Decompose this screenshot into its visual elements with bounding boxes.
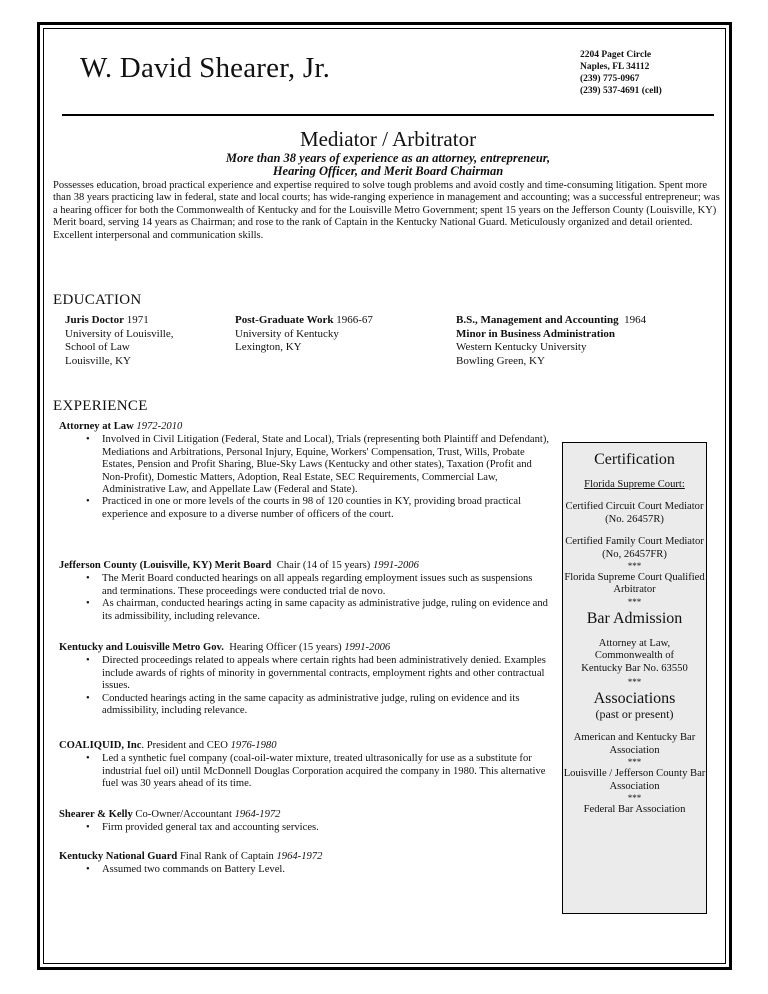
contact-address — [580, 49, 662, 97]
job-entry — [59, 560, 549, 623]
separator: *** — [627, 596, 642, 607]
job-org: COALIQUID, Inc — [59, 740, 142, 751]
school-line: Lexington, KY — [235, 341, 302, 353]
degree: Juris Doctor — [65, 314, 124, 326]
certification-item: Certified Circuit Court Mediator (No. 26457R) — [565, 501, 704, 525]
job-dates: 1972-2010 — [136, 421, 183, 432]
education-entry — [65, 314, 173, 368]
separator: *** — [627, 757, 642, 768]
certification-item: Florida Supreme Court Qualified Arbitrator — [564, 572, 705, 596]
job-bullet: • Directed proceedings related to appeals where certain rights had been administratively denied. Examples include awards of rights of minority in governmental contracts, employment rights and other contractual issues. — [86, 655, 549, 692]
job-org: Kentucky National Guard — [59, 851, 178, 862]
certification-court: Florida Supreme Court: — [584, 479, 685, 490]
school-line: Western Kentucky University — [456, 341, 587, 353]
job-bullets — [59, 753, 549, 790]
subtitle-line-2: Hearing Officer, and Merit Board Chairman — [272, 164, 504, 178]
phone: (239) 775-0967 — [580, 74, 640, 84]
credentials-sidebar — [562, 442, 707, 914]
degree-year: 1964 — [624, 314, 647, 326]
degree-year: 1971 — [126, 314, 149, 326]
job-bullet: • The Merit Board conducted hearings on all appeals regarding employment issues such as suspensions and terminations. These proceedings were conducted trial de novo. — [86, 573, 549, 598]
certification-item: Certified Family Court Mediator (No, 26457FR) — [565, 536, 704, 560]
job-bullets — [59, 434, 549, 521]
resume-name: W. David Shearer, Jr. — [80, 52, 331, 84]
job-role: . President and CEO — [141, 740, 228, 751]
degree: B.S., Management and Accounting — [456, 314, 619, 326]
separator: *** — [627, 793, 642, 804]
school-line: Bowling Green, KY — [456, 354, 545, 367]
job-bullet: • Conducted hearings acting in the same capacity as administrative judge, ruling on evidence and its admissibility, including relevance. — [86, 693, 549, 718]
bar-admission-heading: Bar Admission — [586, 609, 683, 627]
certification-heading: Certification — [594, 451, 675, 468]
job-entry — [59, 809, 549, 835]
job-bullet: • Firm provided general tax and accounting services. — [86, 822, 549, 834]
job-entry — [59, 421, 549, 521]
job-role: Chair (14 of 15 years) — [276, 560, 371, 571]
degree: Post-Graduate Work — [235, 314, 334, 326]
resume-subtitle — [62, 152, 714, 178]
job-bullets — [59, 573, 549, 623]
subtitle-line-1: More than 38 years of experience as an attorney, entrepreneur, — [225, 151, 551, 165]
job-bullets — [59, 655, 549, 717]
association-item: Federal Bar Association — [583, 804, 686, 816]
summary-paragraph: Possesses education, broad practical experience and expertise required to solve tough problems and avoid costly and time-consuming litigation. Spent more than 38 years practicing law in federal, state and local courts; has wide-ranging experience in management and accounting; was a successful entrepreneur; was a hearing officer for both the Commonwealth of Kentucky and for the Louisville Metro Government; spent 15 years on the Jefferson County (Louisville, KY) Merit board, serving 14 years as Chairman; and rose to the rank of Captain in the Kentucky National Guard. Meticulously organized and detail oriented. Excellent interpersonal and communication skills. — [53, 180, 720, 241]
minor: Minor in Business Administration — [456, 327, 616, 340]
job-dates: 1991-2006 — [344, 642, 391, 653]
job-entry — [59, 642, 549, 717]
education-entry — [456, 314, 646, 368]
separator: *** — [627, 677, 642, 688]
job-dates: 1964-1972 — [234, 809, 281, 820]
job-entry — [59, 851, 549, 877]
association-item: American and Kentucky Bar Association — [573, 732, 696, 756]
resume-title: Mediator / Arbitrator — [299, 127, 477, 151]
job-org: Kentucky and Louisville Metro Gov. — [59, 642, 224, 653]
association-item: Louisville / Jefferson County Bar Association — [563, 768, 706, 792]
address-city: Naples, FL 34112 — [580, 62, 650, 72]
school-line: University of Louisville, — [65, 327, 174, 340]
experience-heading: EXPERIENCE — [53, 398, 148, 414]
job-bullet: • Assumed two commands on Battery Level. — [86, 864, 549, 876]
job-bullet: • Led a synthetic fuel company (coal-oil-water mixture, treated ultrasonically for use as a substitute for industrial fuel oil) until McDonnell Douglas Corporation acquired the company in 1980. This alternative fuel was 30 years ahead of its time. — [86, 753, 549, 790]
job-dates: 1976-1980 — [230, 740, 277, 751]
job-org: Attorney at Law — [59, 421, 134, 432]
school-line: School of Law — [65, 341, 130, 353]
job-dates: 1991-2006 — [372, 560, 419, 571]
job-role: Hearing Officer (15 years) — [229, 642, 342, 653]
school-line: Louisville, KY — [65, 354, 131, 367]
job-dates: 1964-1972 — [276, 851, 323, 862]
header-divider — [62, 114, 714, 116]
phone-cell: (239) 537-4691 (cell) — [580, 86, 662, 96]
degree-year: 1966-67 — [336, 314, 373, 326]
job-role: Final Rank of Captain — [179, 851, 274, 862]
job-bullet: • As chairman, conducted hearings acting in same capacity as administrative judge, ruling on evidence and its admissibility, including relevance. — [86, 598, 549, 623]
job-bullets — [59, 822, 549, 834]
job-org: Shearer & Kelly — [59, 809, 133, 820]
address-street: 2204 Paget Circle — [580, 50, 652, 60]
job-org: Jefferson County (Louisville, KY) Merit Board — [59, 560, 272, 571]
separator: *** — [627, 561, 642, 572]
job-entry — [59, 740, 549, 791]
education-heading: EDUCATION — [53, 292, 142, 308]
education-entry — [235, 314, 373, 355]
job-role: Co-Owner/Accountant — [135, 809, 232, 820]
bar-admission-text: Attorney at Law, Commonwealth of Kentucky Bar No. 63550 — [581, 637, 688, 674]
school-line: University of Kentucky — [235, 327, 339, 340]
job-bullets — [59, 864, 549, 876]
associations-heading: Associations — [593, 690, 676, 708]
job-bullet: • Practiced in one or more levels of the courts in 98 of 120 counties in KY, providing broad practical experience and exposure to a diverse number of officers of the court. — [86, 496, 549, 521]
job-bullet: • Involved in Civil Litigation (Federal, State and Local), Trials (representing both Plaintiff and Defendant), Mediations and Arbitrations, Personal Injury, Equine, Workers' Compensation, Trust, Wills, Probate Estates, Pension and Profit Sharing, Blue-Sky Laws (Kentucky and other states), Taxation (Profit and Non-Profit), Domestic Matters, Adoption, Real Estate, SEC Requirements, Commercial Law, Administrative Law, and Appellate Law (Federal and State). — [86, 434, 549, 496]
associations-subheading: (past or present) — [595, 707, 674, 722]
